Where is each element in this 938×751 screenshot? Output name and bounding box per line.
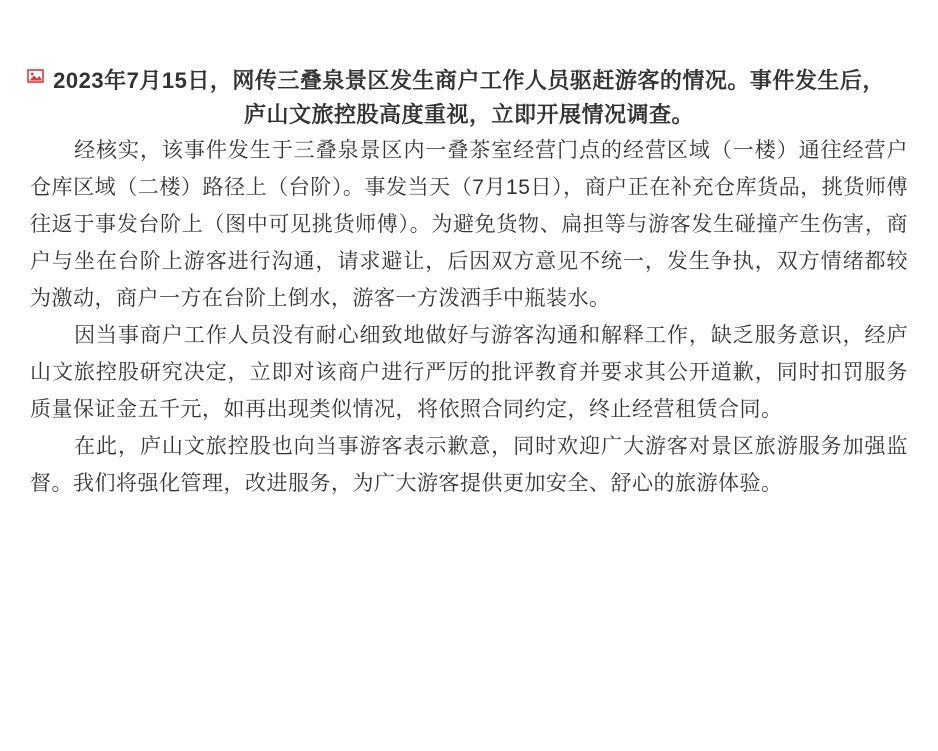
statement-paragraph-2: 因当事商户工作人员没有耐心细致地做好与游客沟通和解释工作，缺乏服务意识，经庐山文旅控股研究决定，立即对该商户进行严厉的批评教育并要求其公开道歉，同时扣罚服务质量保证金五千元，如再出现类似情况，将依照合同约定，终止经营租赁合同。	[30, 324, 908, 421]
statement-header: 2023年7月15日，网传三叠泉景区发生商户工作人员驱赶游客的情况。事件发生后，庐山文旅控股高度重视，立即开展情况调查。	[53, 68, 885, 127]
statement-paragraph-1: 经核实，该事件发生于三叠泉景区内一叠茶室经营门点的经营区域（一楼）通往经营户仓库区域（二楼）路径上（台阶）。事发当天（7月15日），商户正在补充仓库货品，挑货师傅往返于事发台阶上（图中可见挑货师傅）。为避免货物、扁担等与游客发生碰撞产生伤害，商户与坐在台阶上游客进行沟通，请求避让，后因双方意见不统一，发生争执，双方情绪都较为激动，商户一方在台阶上倒水，游客一方泼洒手中瓶装水。	[30, 139, 908, 310]
statement-page	[0, 64, 938, 751]
statement-paragraph-3: 在此，庐山文旅控股也向当事游客表示歉意，同时欢迎广大游客对景区旅游服务加强监督。我们将强化管理，改进服务，为广大游客提供更加安全、舒心的旅游体验。	[30, 435, 908, 495]
statement-body	[0, 132, 938, 502]
broken-image-icon	[27, 69, 44, 83]
